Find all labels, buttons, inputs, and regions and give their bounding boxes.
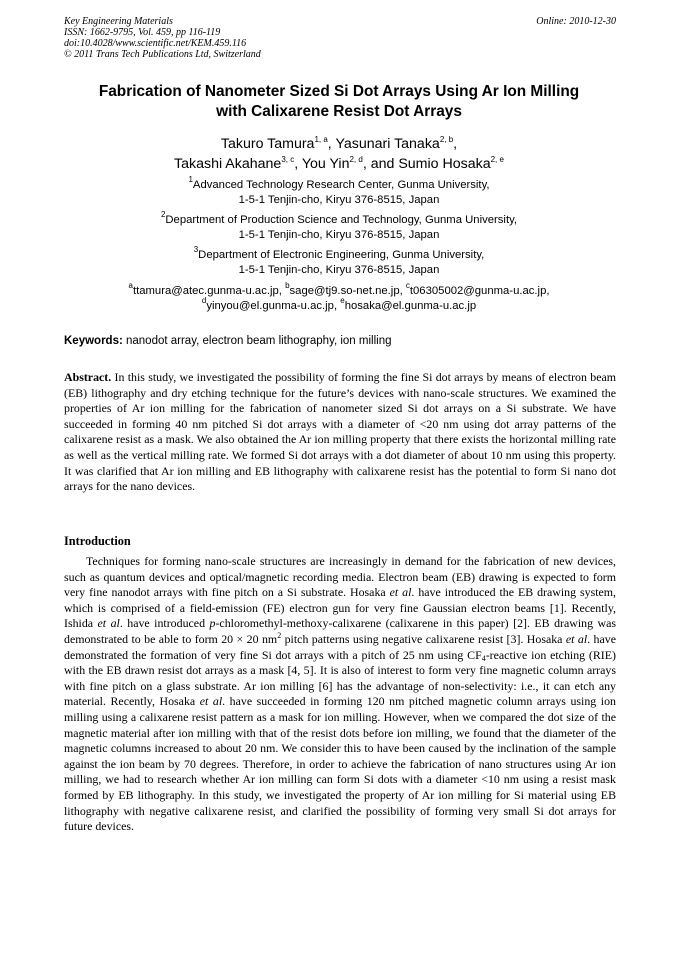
affiliation-name: Advanced Technology Research Center, Gunma University, [192,179,490,191]
intro-sup: 2 [277,630,282,640]
keywords-label: Keywords: [64,335,123,347]
affiliation-2 [60,210,618,243]
abstract-text: In this study, we investigated the possibility of forming the fine Si dot arrays by means of electron beam (EB) lithography and dry etching technique for the future’s devices with nano-scale structures. We examined the properties of Ar ion milling for the fabrication of nanometer sized Si dot arrays on a Si substrate. We have succeeded in forming 40 nm pitched Si dot arrays with a diameter of <20 nm using dot array patterns of the calixarene resist as a mask. We also obtained the Ar ion milling property that there exists the horizontal milling rate as well as the vertical milling rate. We formed Si dot arrays with a dot diameter of about 10 nm using this property. It was clarified that Ar ion milling and EB lithography with calixarene resist has the potential to form Si nano dot arrays for the nano devices. [64,370,616,494]
intro-text: . have demonstrated the formation of very fine Si dot arrays with a pitch of 25 nm using CF [64,631,616,662]
intro-etal: et al [97,616,120,631]
intro-etal: et al [389,585,412,600]
email-sup: a [128,281,133,290]
intro-text: . have introduced the EB drawing system, which is comprised of a field-emission (FE) electron gun for very fine Gaussian electron beams [1]. Recently, Ishida [64,585,616,631]
author-sup: 2, d [349,155,363,164]
affiliation-name: Department of Production Science and Technology, Gunma University, [165,214,518,226]
intro-sub: 4 [481,653,486,663]
affiliation-name: Department of Electronic Engineering, Gunma University, [198,249,485,261]
author-name: You Yin [301,156,350,172]
author-name: Takuro Tamura [220,136,315,152]
affiliation-address: 1-5-1 Tenjin-cho, Kiryu 376-8515, Japan [238,194,440,206]
email-sup: e [340,296,345,305]
title-line-2: with Calixarene Resist Dot Arrays [216,103,462,120]
email-sup: c [405,281,410,290]
email-address[interactable]: t06305002@gunma-u.ac.jp [409,285,547,297]
intro-etal: et al [199,694,223,709]
author-list [60,134,618,174]
author-sup: 1, a [314,135,328,144]
affiliation-3 [60,245,618,278]
title-line-1: Fabrication of Nanometer Sized Si Dot Arrays Using Ar Ion Milling [98,83,580,100]
affiliation-sup: 1 [188,175,193,184]
author-sep: , [327,136,336,152]
abstract-label: Abstract. [64,370,112,384]
introduction-heading: Introduction [64,534,131,548]
author-name: Sumio Hosaka [398,156,491,172]
intro-text: . have introduced [119,616,210,631]
journal-name: Key Engineering Materials [64,16,173,27]
affiliation-address: 1-5-1 Tenjin-cho, Kiryu 376-8515, Japan [238,229,440,241]
intro-text: -reactive ion etching (RIE) with the EB drawn resist dot arrays as a mask [4, 5]. It is also of interest to form very fine magnetic column arrays with fine pitch on a glass substrate. Ar ion milling [6] has the advantage of non-selectivity: i.e., it can etch any material. Recently, Hosaka [64,647,616,709]
email-address[interactable]: yinyou@el.gunma-u.ac.jp [206,300,334,312]
email-sup: b [285,281,290,290]
intro-italic-p: p [209,616,216,631]
author-sep: , [453,136,458,152]
email-address[interactable]: ttamura@atec.gunma-u.ac.jp [132,285,279,297]
author-line-2 [60,154,618,174]
author-name: Takashi Akahane [174,156,282,172]
intro-text: . have succeeded in forming 120 nm pitched magnetic column arrays using ion milling using a calixarene resist pattern as a mask for ion milling. However, when we compared the dot size of the magnetic material after ion milling with that of the resist dots before ion milling, we found that the diameter of the magnetic columns increased to about 20 nm. We consider this to have been caused by the inclination of the sample against the ion beam by 70 degrees. Therefore, in order to achieve the fabrication of nano structures using Ar ion milling, we had to research whether Ar ion milling can form Si dots with a diameter <10 nm using a resist mask formed by EB lithography. In this study, we investigated the property of Ar ion milling for Si material using EB lithography with negative calixarene resist, and clarified the possibility of forming very small Si dot arrays for future devices. [64,694,616,834]
affiliation-address: 1-5-1 Tenjin-cho, Kiryu 376-8515, Japan [238,264,440,276]
author-line-1 [60,134,618,154]
paper-title [60,82,618,122]
keywords [64,334,616,349]
affiliation-sup: 3 [193,245,199,254]
email-sup: d [201,296,207,305]
affiliation-1 [60,175,618,208]
email-address[interactable]: sage@tj9.so-net.ne.jp [289,285,400,297]
affiliation-sup: 2 [160,210,166,219]
introduction-paragraph [64,554,616,835]
intro-text: Techniques for forming nano-scale structures are increasingly in demand for the fabrication of new devices, such as quantum devices and optical/magnetic recording media. Electron beam (EB) drawing is expected to form very fine nanodot arrays with fine pitch on a Si substrate. Hosaka [64,554,616,600]
author-sup: 3, c [281,155,295,164]
author-sep: , [294,156,302,172]
abstract [64,370,616,495]
author-name: Yasunari Tanaka [335,136,440,152]
keywords-text: nanodot array, electron beam lithography, ion milling [122,335,392,347]
author-sep: , and [362,156,399,172]
online-date: Online: 2010-12-30 [536,16,616,27]
email-list: $^a$ttamura@atec.gunma-u.ac.jp, $^b$sage@tj9.so-net.ne.jp, $^c$t06305002@gunma-u.ac.jp, $^d$yinyou@el.gunma-u.ac.jp, $^e$hosaka@el.gunma-u.ac.jp [128,281,550,312]
doi-line: doi:10.4028/www.scientific.net/KEM.459.116 [64,38,247,49]
intro-text: -chloromethyl-methoxy-calixarene (calixarene in this paper) [2]. EB drawing was demonstrated to be able to form 20 × 20 nm [64,616,616,646]
email-address[interactable]: hosaka@el.gunma-u.ac.jp [344,300,477,312]
author-sup: 2, b [439,135,454,144]
issn-line: ISSN: 1662-9795, Vol. 459, pp 116-119 [64,27,221,38]
author-sup: 2, e [490,155,504,164]
intro-etal: et al [565,631,588,646]
journal-header [64,16,616,60]
copyright-line: © 2011 Trans Tech Publications Ltd, Switzerland [64,49,261,60]
intro-text: pitch patterns using negative calixarene resist [3]. Hosaka [281,631,566,646]
